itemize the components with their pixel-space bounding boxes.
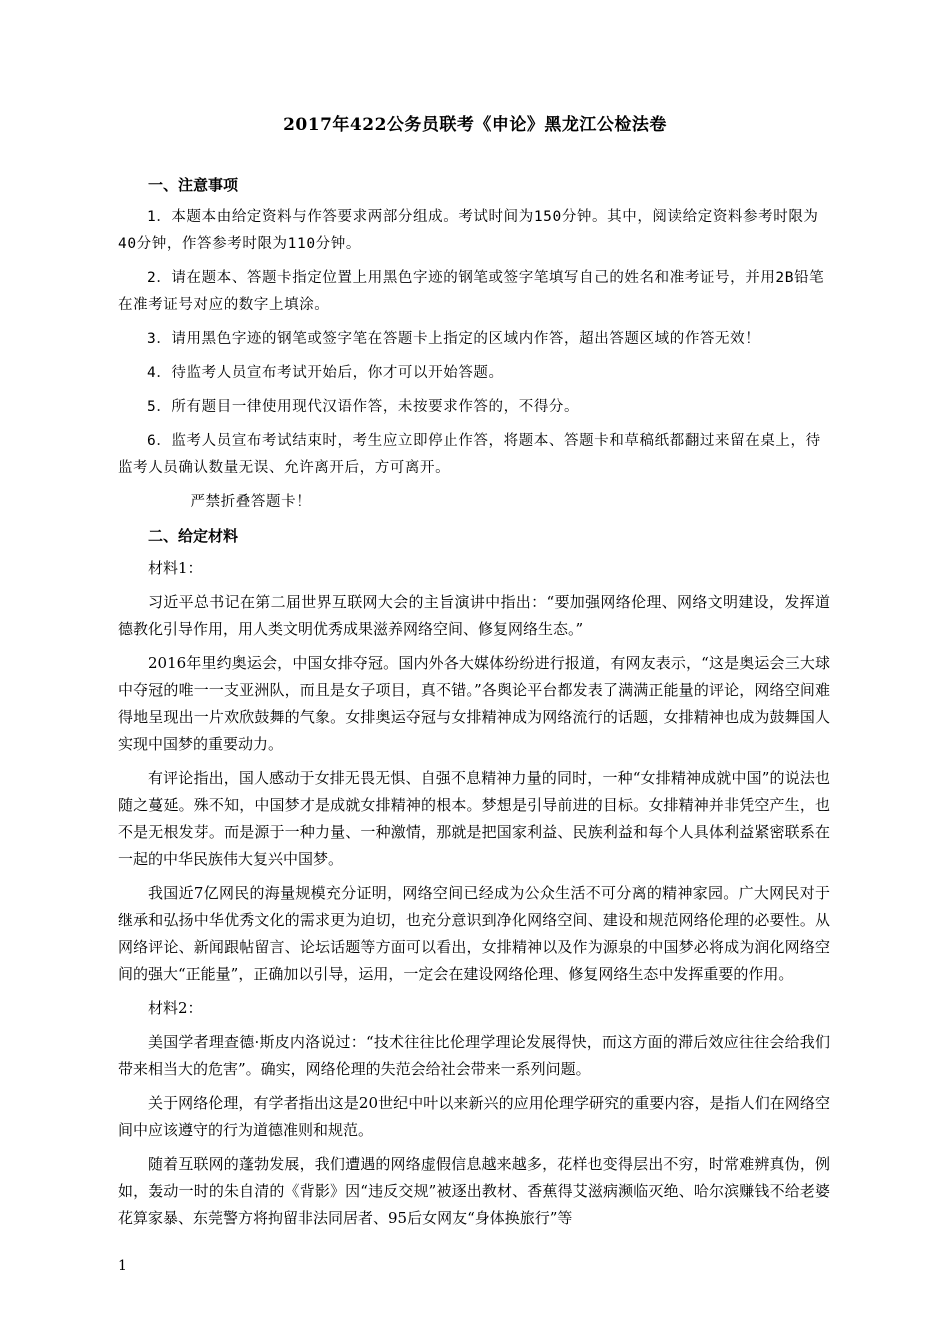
- note-item: 5．所有题目一律使用现代汉语作答，未按要求作答的，不得分。: [147, 399, 580, 415]
- page-number: 1: [118, 1258, 127, 1274]
- material-paragraph: 2016年里约奥运会，中国女排夺冠。国内外各大媒体纷纷进行报道，有网友表示，“这是奥运会三大球中夺冠的唯一一支亚洲队，而且是女子项目，真不错。”各舆论平台都发表了满满正能量的评论，网络空间难得地呈现出一片欢欣鼓舞的气象。女排奥运夺冠与女排精神成为网络流行的话题，女排精神也成为鼓舞国人实现中国梦的重要动力。: [118, 654, 830, 753]
- material-paragraph: 关于网络伦理，有学者指出这是20世纪中叶以来新兴的应用伦理学研究的重要内容，是指人们在网络空间中应该遵守的行为道德准则和规范。: [118, 1094, 830, 1139]
- material-paragraph: 我国近7亿网民的海量规模充分证明，网络空间已经成为公众生活不可分离的精神家园。广大网民对于继承和弘扬中华优秀文化的需求更为迫切，也充分意识到净化网络空间、建设和规范网络伦理的必要性。从网络评论、新闻跟帖留言、论坛话题等方面可以看出，女排精神以及作为源泉的中国梦必将成为润化网络空间的强大“正能量”，正确加以引导，运用，一定会在建设网络伦理、修复网络生态中发挥重要的作用。: [118, 884, 830, 983]
- material-paragraph: 习近平总书记在第二届世界互联网大会的主旨演讲中指出：“要加强网络伦理、网络文明建设，发挥道德教化引导作用，用人类文明优秀成果滋养网络空间、修复网络生态。”: [118, 593, 830, 638]
- material-paragraph: 有评论指出，国人感动于女排无畏无惧、自强不息精神力量的同时，一种“女排精神成就中国”的说法也随之蔓延。殊不知，中国梦才是成就女排精神的根本。梦想是引导前进的目标。女排精神并非凭空产生，也不是无根发芽。而是源于一种力量、一种激情，那就是把国家利益、民族利益和每个人具体利益紧密联系在一起的中华民族伟大复兴中国梦。: [118, 769, 830, 868]
- note-item: 2．请在题本、答题卡指定位置上用黑色字迹的钢笔或签字笔填写自己的姓名和准考证号，并用2B铅笔在准考证号对应的数字上填涂。: [118, 270, 825, 313]
- material-label: 材料2：: [148, 999, 203, 1017]
- material-label: 材料1：: [148, 559, 203, 577]
- section-heading-notes: 一、注意事项: [148, 176, 239, 194]
- warning-text: 严禁折叠答题卡！: [190, 494, 312, 510]
- material-paragraph: 美国学者理查德·斯皮内洛说过：“技术往往比伦理学理论发展得快，而这方面的滞后效应往往会给我们带来相当大的危害”。确实，网络伦理的失范会给社会带来一系列问题。: [118, 1033, 830, 1078]
- page-title: 2017年422公务员联考《申论》黑龙江公检法卷: [283, 115, 667, 135]
- note-item: 6．监考人员宣布考试结束时，考生应立即停止作答，将题本、答题卡和草稿纸都翻过来留在桌上，待监考人员确认数量无误、允许离开后，方可离开。: [118, 433, 821, 476]
- note-item: 1．本题本由给定资料与作答要求两部分组成。考试时间为150分钟。其中，阅读给定资料参考时限为40分钟，作答参考时限为110分钟。: [118, 209, 819, 252]
- section-heading-materials: 二、给定材料: [148, 527, 239, 545]
- note-item: 4．待监考人员宣布考试开始后，你才可以开始答题。: [147, 365, 504, 381]
- note-item: 3．请用黑色字迹的钢笔或签字笔在答题卡上指定的区域内作答，超出答题区域的作答无效！: [147, 331, 761, 347]
- material-paragraph: 随着互联网的蓬勃发展，我们遭遇的网络虚假信息越来越多，花样也变得层出不穷，时常难辨真伪，例如，轰动一时的朱自清的《背影》因“违反交规”被逐出教材、香蕉得艾滋病濒临灭绝、哈尔滨赚钱不给老婆花算家暴、东莞警方将拘留非法同居者、95后女网友“身体换旅行”等: [118, 1155, 830, 1227]
- document-body: [118, 172, 830, 1239]
